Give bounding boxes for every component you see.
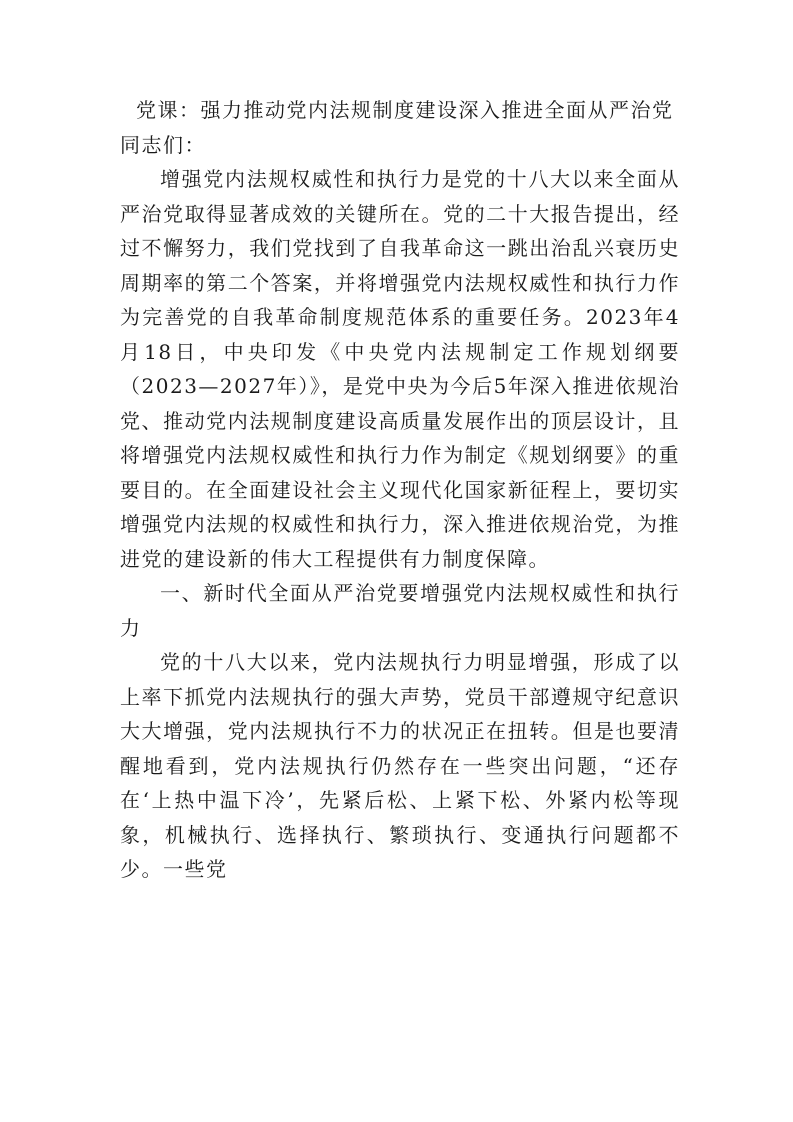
document-body (120, 93, 680, 887)
salutation: 同志们： (120, 132, 206, 157)
paragraph-section-1: 党的十八大以来，党内法规执行力明显增强，形成了以上率下抓党内法规执行的强大声势，党员干部遵规守纪意识大大增强，党内法规执行不力的状况正在扭转。但是也要清醒地看到，党内法规执行仍然存在一些突出问题，“还存在‘上热中温下冷’，先紧后松、上紧下松、外紧内松等现象，机械执行、选择执行、繁琐执行、变通执行问题都不少。一些党 (120, 650, 680, 881)
paragraph-intro: 增强党内法规权威性和执行力是党的十八大以来全面从严治党取得显著成效的关键所在。党的二十大报告提出，经过不懈努力，我们党找到了自我革命这一跳出治乱兴衰历史周期率的第二个答案，并将增强党内法规权威性和执行力作为完善党的自我革命制度规范体系的重要任务。2023年4月18日，中央印发《中央党内法规制定工作规划纲要（2023—2027年）》，是党中央为今后5年深入推进依规治党、推动党内法规制度建设高质量发展作出的顶层设计，且将增强党内法规权威性和执行力作为制定《规划纲要》的重要目的。在全面建设社会主义现代化国家新征程上，要切实增强党内法规的权威性和执行力，深入推进依规治党，为推进党的建设新的伟大工程提供有力制度保障。 (120, 167, 680, 571)
section-heading-1: 一、新时代全面从严治党要增强党内法规权威性和执行力 (120, 581, 680, 640)
document-title: 党课：强力推动党内法规制度建设深入推进全面从严治党 (136, 98, 674, 122)
